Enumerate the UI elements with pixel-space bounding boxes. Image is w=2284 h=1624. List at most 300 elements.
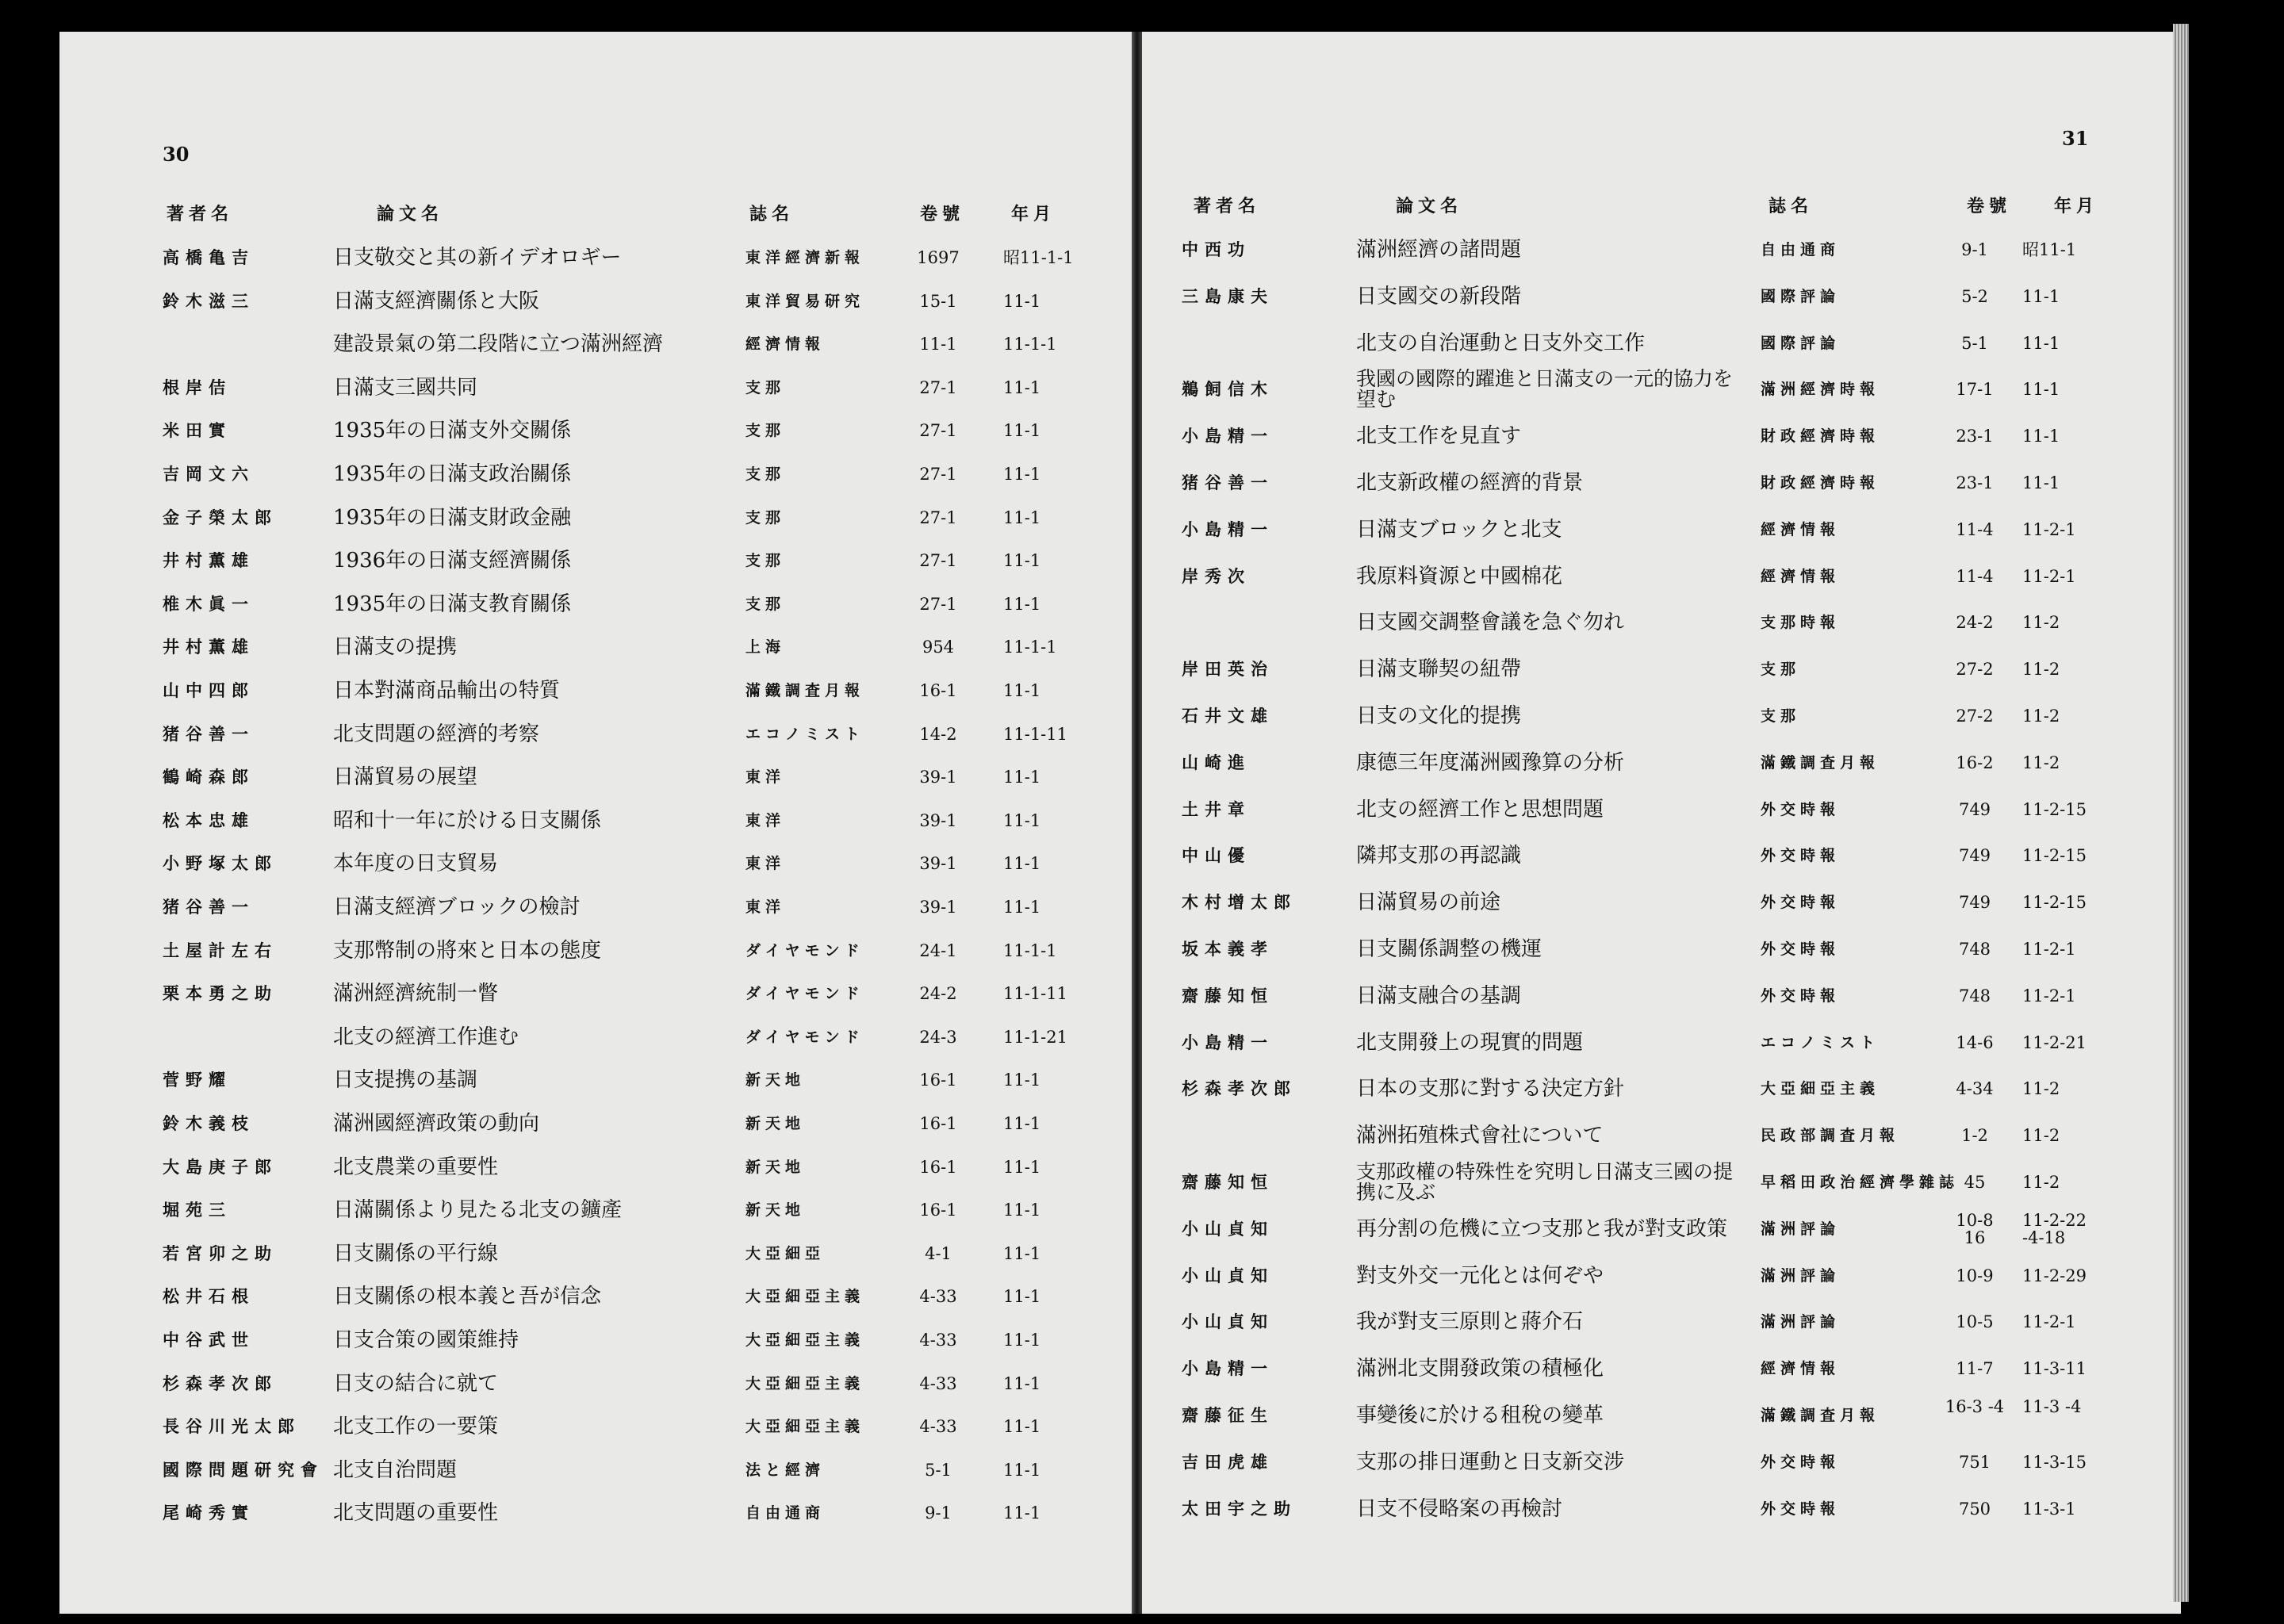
entry-volume: 14-2 — [919, 724, 957, 744]
entry-volume: 9-1 — [1961, 240, 1988, 259]
entry-date: 11-1 — [1003, 810, 1041, 830]
entry-journal: 東洋經濟新報 — [745, 249, 865, 266]
entry-journal: 新天地 — [745, 1115, 806, 1132]
entry-title: 北支新政權の經濟的背景 — [1356, 471, 1584, 495]
book-gutter — [1132, 32, 1142, 1614]
entry-journal: 經濟情報 — [1761, 1360, 1841, 1378]
entry-volume: 24-3 — [919, 1027, 957, 1047]
header-title: 論文名 — [1396, 196, 1463, 216]
table-row — [1142, 1120, 2181, 1151]
entry-author: 小島精一 — [1182, 1358, 1274, 1379]
page-edges — [2173, 24, 2189, 1602]
table-row — [59, 891, 1132, 923]
entry-author: 鈴木義枝 — [163, 1113, 255, 1133]
entry-author: 國際問題研究會 — [163, 1459, 324, 1480]
entry-title: 日支合策の國策維持 — [333, 1328, 519, 1352]
table-row — [59, 1021, 1132, 1053]
table-row — [1142, 933, 2181, 965]
entry-volume: 9-1 — [925, 1503, 952, 1523]
entry-date: 11-2 — [2022, 707, 2060, 726]
entry-journal: 外交時報 — [1761, 800, 1841, 818]
entry-volume: 15-1 — [919, 291, 957, 311]
entry-volume: 27-1 — [919, 551, 957, 571]
entry-volume: 16-1 — [919, 1114, 957, 1133]
entry-volume: 27-2 — [1956, 707, 1994, 726]
entry-author: 松本忠雄 — [163, 810, 255, 830]
entry-volume: 16-3 -4 — [1945, 1397, 2005, 1416]
entry-journal: 支那時報 — [1761, 614, 1841, 632]
entry-journal: 東洋 — [745, 811, 786, 829]
entry-volume: 4-33 — [919, 1417, 957, 1437]
entry-journal: 支那 — [745, 378, 786, 396]
table-row — [1142, 607, 2181, 638]
table-row — [1142, 1446, 2181, 1478]
right-page — [1142, 32, 2181, 1614]
entry-title: 北支開發上の現實的問題 — [1356, 1030, 1584, 1055]
entry-date: 11-1 — [2022, 380, 2060, 400]
entry-date: 11-2 — [2022, 1173, 2060, 1192]
entry-date: 11-3-11 — [2022, 1359, 2087, 1379]
entry-journal: 東洋 — [745, 855, 786, 873]
entry-date: 11-1 — [1003, 1331, 1041, 1350]
entry-title: 日支國交の新段階 — [1356, 284, 1522, 308]
entry-date: 昭11-1 — [2022, 240, 2077, 259]
entry-author: 井村薫雄 — [163, 637, 255, 657]
entry-author: 根岸佶 — [163, 377, 232, 397]
entry-title: 日本の支那に對する決定方針 — [1356, 1077, 1625, 1101]
entry-title: 康德三年度滿洲國豫算の分析 — [1356, 750, 1625, 775]
entry-journal: 滿鐵調査月報 — [1761, 1407, 1880, 1424]
entry-date: 11-2-15 — [2022, 893, 2087, 913]
header-author: 著者名 — [167, 204, 234, 224]
header-journal: 誌名 — [1769, 196, 1814, 216]
entry-author: 岸秀次 — [1182, 565, 1251, 586]
table-row — [59, 1064, 1132, 1096]
entry-date: 11-1 — [1003, 291, 1041, 311]
entry-author: 山崎進 — [1182, 752, 1251, 772]
entry-volume: 23-1 — [1956, 473, 1994, 492]
table-row — [1142, 467, 2181, 499]
entry-date: 11-1 — [1003, 1201, 1041, 1220]
entry-date: 11-1 — [2022, 286, 2060, 306]
entry-author: 土屋計左右 — [163, 940, 278, 960]
entry-date: 11-1 — [1003, 421, 1041, 441]
table-row — [59, 588, 1132, 620]
table-row — [1142, 887, 2181, 918]
entry-volume: 954 — [922, 638, 955, 657]
entry-author: 金子榮太郎 — [163, 507, 278, 527]
entry-title: 建設景氣の第二段階に立つ滿洲經濟 — [333, 332, 664, 357]
entry-author: 吉田虎雄 — [1182, 1451, 1274, 1472]
table-row — [1142, 561, 2181, 592]
entry-volume: 4-33 — [919, 1287, 957, 1307]
table-row — [59, 935, 1132, 967]
entry-date: 11-2-15 — [2022, 799, 2087, 819]
entry-volume: 24-2 — [919, 984, 957, 1004]
entry-author: 椎木眞一 — [163, 593, 255, 614]
entry-title: 日支關係の根本義と吾が信念 — [333, 1285, 602, 1309]
entry-date: 11-3-15 — [2022, 1452, 2087, 1472]
entry-author: 長谷川光太郎 — [163, 1416, 301, 1437]
entry-journal: 大亞細亞 — [745, 1244, 826, 1262]
entry-title: 北支の經濟工作進む — [333, 1025, 519, 1049]
entry-title: 支那政權の特殊性を究明し日滿支三國の提携に及ぶ — [1356, 1160, 1734, 1204]
entry-journal: 自由通商 — [1761, 241, 1841, 259]
entry-title: 本年度の日支貿易 — [333, 852, 499, 876]
entry-title: 日滿支融合の基調 — [1356, 983, 1522, 1008]
table-row — [59, 328, 1132, 360]
entry-title: 日支の結合に就て — [333, 1371, 499, 1396]
entry-title: 事變後に於ける租稅の變革 — [1356, 1404, 1604, 1427]
table-row — [59, 242, 1132, 274]
entry-title: 日本對滿商品輸出の特質 — [333, 679, 561, 703]
entry-author: 中西功 — [1182, 239, 1251, 259]
entry-date: 11-2 — [2022, 613, 2060, 633]
entry-volume: 39-1 — [919, 898, 957, 917]
entry-volume: 11-4 — [1956, 519, 1994, 539]
entry-journal: 財政經濟時報 — [1761, 474, 1880, 492]
entry-journal: 法と經濟 — [745, 1461, 826, 1479]
table-row — [59, 631, 1132, 663]
table-row — [1142, 1397, 2181, 1431]
header-title: 論文名 — [377, 204, 444, 224]
table-row — [1142, 747, 2181, 779]
entry-title: 滿洲經濟統制一瞥 — [333, 982, 499, 1006]
table-row — [1142, 1210, 2181, 1247]
table-row — [1142, 367, 2181, 412]
entry-date: 11-2 — [2022, 753, 2060, 772]
entry-journal: 早稻田政治經濟學雜誌 — [1761, 1174, 1960, 1191]
entry-author: 坂本義孝 — [1182, 939, 1274, 959]
table-row — [1142, 794, 2181, 825]
entry-date: 11-1 — [1003, 465, 1041, 484]
entry-journal: 滿洲評論 — [1761, 1313, 1841, 1331]
entry-volume: 16-2 — [1956, 753, 1994, 772]
table-row — [59, 1194, 1132, 1226]
entry-journal: 支那 — [745, 465, 786, 483]
entry-volume: 17-1 — [1956, 380, 1994, 400]
table-row — [1142, 1493, 2181, 1525]
entry-volume: 10-9 — [1956, 1266, 1994, 1285]
entry-volume: 4-33 — [919, 1373, 957, 1393]
entry-title: 1935年の日滿支教育關係 — [333, 592, 572, 616]
entry-date: 11-2-1 — [2022, 940, 2076, 959]
table-row — [59, 1368, 1132, 1400]
entry-author: 米田實 — [163, 420, 232, 441]
entry-date: 11-1 — [1003, 594, 1041, 614]
table-row — [59, 718, 1132, 750]
entry-date: 11-1 — [2022, 333, 2060, 353]
entry-title: 日滿支の提携 — [333, 635, 458, 660]
entry-volume: 16-1 — [919, 1201, 957, 1220]
entry-author: 吉岡文六 — [163, 464, 255, 484]
entry-title: 日滿支ブロックと北支 — [1356, 517, 1562, 542]
entry-title: 隣邦支那の再認識 — [1356, 844, 1522, 868]
table-row — [59, 415, 1132, 446]
entry-journal: 支那 — [745, 422, 786, 440]
table-row — [59, 545, 1132, 576]
entry-title: 北支の經濟工作と思想問題 — [1356, 797, 1604, 822]
entry-author: 菅野耀 — [163, 1070, 232, 1090]
table-row — [1142, 653, 2181, 685]
entry-journal: 自由通商 — [745, 1504, 826, 1522]
entry-volume: 27-1 — [919, 465, 957, 484]
entry-volume: 751 — [1958, 1452, 1991, 1472]
entry-journal: 東洋貿易研究 — [745, 292, 865, 310]
entry-author: 中谷武世 — [163, 1330, 255, 1350]
entry-volume: 748 — [1958, 940, 1991, 959]
entry-title: 支那幣制の將來と日本の態度 — [333, 938, 602, 963]
entry-volume: 5-1 — [1961, 333, 1988, 353]
entry-date: 11-2-1 — [2022, 566, 2076, 586]
entry-journal: 滿洲評論 — [1761, 1220, 1841, 1238]
table-row — [1142, 420, 2181, 452]
entry-volume: 16-1 — [919, 1071, 957, 1090]
entry-author: 高橋亀吉 — [163, 247, 255, 267]
table-row — [1142, 700, 2181, 732]
table-header — [59, 198, 1132, 230]
entry-journal: エコノミスト — [745, 725, 865, 743]
entry-journal: 支那 — [745, 595, 786, 613]
entry-volume: 24-1 — [919, 940, 957, 960]
header-author: 著者名 — [1194, 196, 1261, 216]
entry-volume: 23-1 — [1956, 427, 1994, 446]
entry-author: 太田宇之助 — [1182, 1498, 1297, 1519]
entry-date: 11-3-1 — [2022, 1499, 2076, 1519]
entry-author: 栗本勇之助 — [163, 983, 278, 1004]
entry-journal: 經濟情報 — [745, 335, 826, 354]
entry-volume: 4-34 — [1956, 1079, 1994, 1099]
entry-volume: 16-1 — [919, 1157, 957, 1177]
entry-journal: 大亞細亞主義 — [745, 1418, 865, 1436]
entry-date: 11-1 — [1003, 1503, 1041, 1523]
entry-author: 齋藤知恒 — [1182, 1172, 1274, 1192]
entry-volume: 39-1 — [919, 810, 957, 830]
entry-title: 我原料資源と中國棉花 — [1356, 564, 1563, 588]
entry-journal: 上海 — [745, 638, 786, 657]
entry-journal: 國際評論 — [1761, 287, 1841, 305]
entry-journal: 新天地 — [745, 1201, 806, 1220]
table-row — [1142, 1306, 2181, 1338]
entry-journal: 支那 — [1761, 661, 1801, 679]
header-date: 年月 — [2054, 196, 2099, 216]
entry-author: 齋藤征生 — [1182, 1405, 1274, 1425]
entry-volume: 4-33 — [919, 1331, 957, 1350]
entry-date: 11-1 — [1003, 1417, 1041, 1437]
entry-volume: 27-1 — [919, 594, 957, 614]
table-row — [59, 761, 1132, 793]
table-row — [59, 1411, 1132, 1442]
entry-journal: 民政部調査月報 — [1761, 1127, 1900, 1145]
entry-title: 滿洲拓殖株式會社について — [1356, 1124, 1604, 1148]
entry-volume: 16-1 — [919, 681, 957, 700]
entry-author: 井村薫雄 — [163, 550, 255, 571]
entry-title: 1935年の日滿支外交關係 — [333, 419, 572, 443]
header-journal: 誌名 — [749, 204, 795, 224]
left-page — [59, 32, 1132, 1614]
entry-journal: 外交時報 — [1761, 1500, 1841, 1518]
entry-author: 小島精一 — [1182, 426, 1274, 446]
entry-date: 11-2-21 — [2022, 1032, 2087, 1052]
entry-title: 滿洲國經濟政策の動向 — [333, 1112, 540, 1136]
entry-title: 日支提携の基調 — [333, 1068, 478, 1093]
entry-volume: 14-6 — [1956, 1032, 1994, 1052]
table-row — [1142, 1260, 2181, 1292]
entry-journal: 大亞細亞主義 — [1761, 1080, 1880, 1098]
entry-date: 11-1 — [1003, 1114, 1041, 1133]
entry-title: 我國の國際的躍進と日滿支の一元的協力を望む — [1356, 367, 1734, 412]
entry-author: 鈴木滋三 — [163, 290, 255, 311]
entry-journal: 大亞細亞主義 — [745, 1331, 865, 1349]
entry-journal: 經濟情報 — [1761, 567, 1841, 585]
entry-title: 北支問題の經濟的考察 — [333, 722, 540, 746]
entry-title: 日支關係の平行線 — [333, 1241, 499, 1266]
entry-title: 滿洲經濟の諸問題 — [1356, 238, 1522, 262]
entry-title: 日支不侵略案の再檢討 — [1356, 1496, 1563, 1521]
table-row — [59, 805, 1132, 837]
entry-volume: 45 — [1964, 1173, 1986, 1192]
entry-volume: 24-2 — [1956, 613, 1994, 633]
entry-title: 滿洲北支開發政策の積極化 — [1356, 1357, 1604, 1381]
entry-journal: 支那 — [1761, 707, 1801, 725]
entry-author: 若宮卯之助 — [163, 1243, 278, 1263]
entry-author: 石井文雄 — [1182, 706, 1274, 726]
entry-volume: 1-2 — [1961, 1126, 1988, 1146]
entry-date: 11-1-1 — [1003, 638, 1057, 657]
table-row — [59, 1324, 1132, 1356]
entry-volume: 1697 — [917, 248, 960, 267]
entry-date: 11-1 — [1003, 551, 1041, 571]
entry-author: 木村增太郎 — [1182, 892, 1297, 913]
entry-journal: 新天地 — [745, 1158, 806, 1176]
entry-date: 11-1 — [1003, 1287, 1041, 1307]
entry-title: 北支問題の重要性 — [333, 1501, 499, 1526]
table-row — [59, 372, 1132, 404]
entry-title: 日滿支經濟ブロックの檢討 — [333, 895, 581, 919]
entry-journal: 外交時報 — [1761, 940, 1841, 958]
entry-volume: 10-8 16 — [1956, 1210, 1994, 1247]
table-row — [1142, 234, 2181, 266]
entry-title: 日滿貿易の展望 — [333, 765, 478, 790]
entry-journal: 新天地 — [745, 1071, 806, 1090]
entry-volume: 27-1 — [919, 377, 957, 397]
entry-volume: 27-1 — [919, 421, 957, 441]
entry-author: 杉森孝次郎 — [163, 1373, 278, 1393]
entry-journal: 大亞細亞主義 — [745, 1374, 865, 1392]
table-row — [59, 675, 1132, 707]
table-row — [1142, 514, 2181, 546]
entry-journal: ダイヤモンド — [745, 941, 864, 959]
entry-volume: 10-5 — [1956, 1312, 1994, 1332]
table-row — [59, 978, 1132, 1009]
table-row — [59, 1281, 1132, 1312]
entry-title: 支那の排日運動と日支新交涉 — [1356, 1450, 1625, 1474]
entry-author: 松井石根 — [163, 1286, 255, 1307]
entry-volume: 27-1 — [919, 508, 957, 527]
entry-author: 鶴崎森郎 — [163, 767, 255, 787]
entry-title: 日支國交調整會議を急ぐ勿れ — [1356, 611, 1625, 635]
table-row — [1142, 1353, 2181, 1385]
entry-title: 日支敬交と其の新イデオロギー — [333, 246, 622, 270]
entry-author: 鵜飼信木 — [1182, 379, 1274, 400]
table-row — [1142, 327, 2181, 359]
entry-author: 土井章 — [1182, 799, 1251, 819]
entry-author: 猪谷善一 — [1182, 473, 1274, 492]
entry-volume: 749 — [1958, 893, 1991, 913]
entry-volume: 11-1 — [919, 335, 957, 354]
entry-author: 齋藤知恒 — [1182, 985, 1274, 1005]
entry-author: 杉森孝次郎 — [1182, 1078, 1297, 1099]
entry-author: 小山貞知 — [1182, 1265, 1274, 1285]
entry-date: 11-1 — [1003, 768, 1041, 787]
entry-date: 11-3 -4 — [2022, 1397, 2082, 1416]
entry-author: 猪谷善一 — [163, 723, 255, 744]
table-row — [1142, 840, 2181, 871]
entry-date: 11-1 — [1003, 898, 1041, 917]
entry-journal: 支那 — [745, 552, 786, 570]
entry-author: 小島精一 — [1182, 1032, 1274, 1052]
entry-journal: 東洋 — [745, 898, 786, 916]
table-row — [1142, 1073, 2181, 1105]
entry-date: 11-1 — [1003, 377, 1041, 397]
table-row — [59, 1497, 1132, 1529]
entry-author: 小山貞知 — [1182, 1218, 1274, 1239]
entry-date: 11-2-15 — [2022, 846, 2087, 866]
entry-journal: 外交時報 — [1761, 986, 1841, 1005]
entry-journal: 國際評論 — [1761, 334, 1841, 352]
table-row — [59, 285, 1132, 317]
table-row — [59, 1108, 1132, 1139]
entry-journal: 滿洲評論 — [1761, 1266, 1841, 1285]
entry-date: 11-2-1 — [2022, 986, 2076, 1005]
entry-author: 山中四郎 — [163, 680, 255, 700]
entry-date: 11-1 — [1003, 508, 1041, 527]
entry-journal: 經濟情報 — [1761, 520, 1841, 538]
header-date: 年月 — [1011, 204, 1056, 224]
entry-author: 三島康夫 — [1182, 285, 1274, 306]
entry-date: 11-1 — [1003, 1460, 1041, 1480]
entry-date: 11-2-22 -4-18 — [2022, 1210, 2087, 1247]
entry-date: 11-1 — [1003, 1243, 1041, 1263]
entry-date: 11-1 — [1003, 1071, 1041, 1090]
entry-journal: ダイヤモンド — [745, 1028, 864, 1046]
page-number: 30 — [163, 143, 190, 166]
entry-author: 小山貞知 — [1182, 1312, 1274, 1332]
table-row — [59, 502, 1132, 534]
entry-journal: ダイヤモンド — [745, 985, 864, 1003]
entry-title: 日支の文化的提携 — [1356, 704, 1522, 728]
entry-journal: 滿鐵調査月報 — [745, 682, 865, 699]
entry-date: 11-2 — [2022, 1126, 2060, 1146]
table-row — [1142, 1027, 2181, 1059]
entry-date: 11-1-1 — [1003, 940, 1057, 960]
entry-author: 猪谷善一 — [163, 897, 255, 917]
entry-date: 11-1 — [2022, 473, 2060, 492]
entry-date: 11-1 — [1003, 854, 1041, 874]
entry-journal: 財政經濟時報 — [1761, 427, 1880, 446]
entry-title: 北支工作の一要策 — [333, 1415, 499, 1439]
entry-date: 11-1-1 — [1003, 335, 1057, 354]
entry-volume: 749 — [1958, 846, 1991, 866]
header-volume: 卷號 — [1967, 196, 2012, 216]
entry-author: 堀苑三 — [163, 1200, 232, 1220]
entry-author: 小野塚太郎 — [163, 853, 278, 874]
entry-title: 北支農業の重要性 — [333, 1155, 499, 1179]
table-row — [59, 1238, 1132, 1270]
entry-title: 日滿支經濟關係と大阪 — [333, 289, 540, 313]
table-row — [59, 1151, 1132, 1183]
entry-volume: 39-1 — [919, 768, 957, 787]
